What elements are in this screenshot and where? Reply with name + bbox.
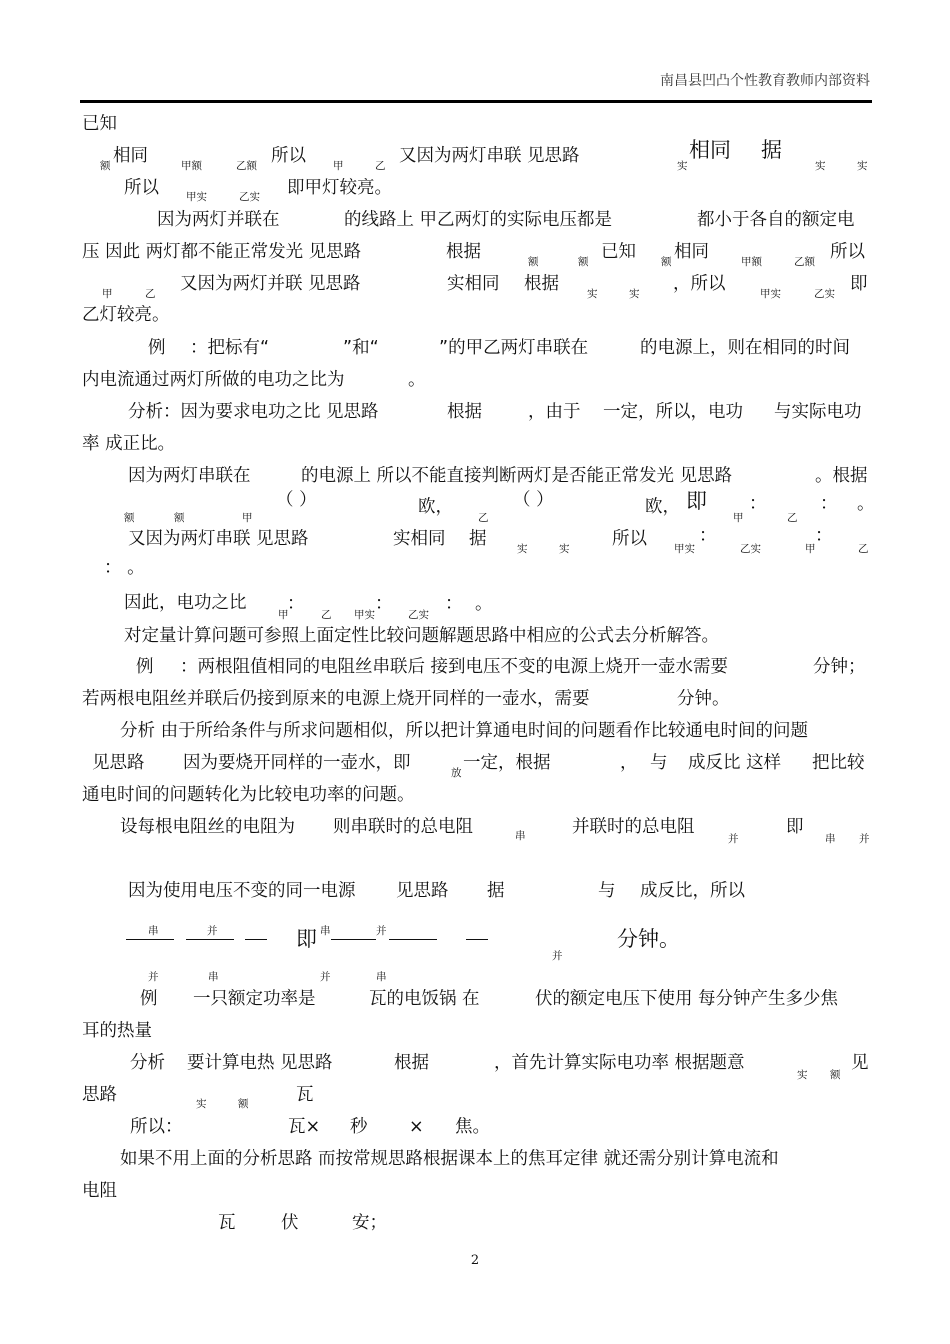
subscript: 额	[100, 160, 111, 172]
text: 分钟。	[617, 927, 680, 951]
text: 对定量计算问题可参照上面定性比较问题解题思路中相应的公式去分析解答。	[124, 626, 719, 646]
text: 乙灯较亮。	[82, 305, 170, 325]
text: 所以	[612, 529, 647, 549]
subscript: 串	[825, 833, 836, 845]
text: 例	[148, 338, 166, 358]
subscript: 乙额	[236, 160, 257, 172]
subscript: 乙	[787, 512, 798, 524]
text: 已知	[601, 242, 636, 262]
text: 如果不用上面的分析思路 而按常规思路根据课本上的焦耳定律 就还需分别计算电流和	[120, 1149, 779, 1169]
fraction-bar	[245, 939, 267, 940]
text: 把比较	[812, 753, 865, 773]
text: 瓦	[296, 1085, 314, 1105]
text: 瓦的电饭锅 在	[369, 989, 480, 1009]
subscript: 乙实	[408, 609, 429, 621]
subscript: 乙实	[740, 543, 761, 555]
subscript: 乙实	[814, 288, 835, 300]
header-title: 南昌县凹凸个性教育教师内部资料	[660, 73, 870, 89]
subscript: 额	[174, 512, 185, 524]
text: ：	[445, 594, 463, 614]
fraction-bar	[389, 939, 437, 940]
text: 欧，	[418, 497, 453, 517]
subscript: 串	[376, 971, 387, 983]
text: ”和“	[343, 338, 379, 358]
subscript: 并	[320, 971, 331, 983]
text: 相同	[674, 242, 709, 262]
text: 伏	[281, 1213, 299, 1233]
text: 即	[786, 817, 804, 837]
subscript: 并	[148, 971, 159, 983]
text: 据	[487, 881, 505, 901]
subscript: 乙	[858, 543, 869, 555]
text: 例	[140, 989, 158, 1009]
text: 实相同	[393, 529, 446, 549]
text: 根据	[446, 242, 481, 262]
text: 根据	[394, 1053, 429, 1073]
text: 耳的热量	[82, 1021, 152, 1041]
text: ： 。	[104, 558, 145, 578]
text: 一定，根据	[463, 753, 551, 773]
text: 见思路	[92, 753, 145, 773]
subscript: 甲	[333, 160, 344, 172]
text: 因为两灯并联在	[157, 210, 280, 230]
subscript: 串	[208, 971, 219, 983]
subscript: 乙	[375, 160, 386, 172]
subscript: 乙	[321, 609, 332, 621]
text: ，由于	[528, 402, 581, 422]
text: 见思路	[396, 881, 449, 901]
text: 据	[469, 529, 487, 549]
text: 秒	[350, 1117, 368, 1137]
text: 分析 由于所给条件与所求问题相似，所以把计算通电时间的问题看作比较通电时间的问题	[120, 721, 809, 741]
fraction-bar	[466, 939, 488, 940]
subscript: 实	[797, 1069, 808, 1081]
text: 瓦	[218, 1213, 236, 1233]
text: 与	[598, 881, 616, 901]
text: 因此，电功之比	[124, 593, 247, 613]
text: 已知	[82, 114, 117, 134]
text: 率 成正比。	[82, 434, 176, 454]
text: 成反比，所以	[640, 881, 745, 901]
text: 因为使用电压不变的同一电源	[128, 881, 356, 901]
subscript: 甲	[102, 288, 113, 300]
subscript: 甲额	[181, 160, 202, 172]
text: ×	[409, 1117, 424, 1137]
text: 因为要烧开同样的一壶水，即	[183, 753, 411, 773]
subscript: 额	[830, 1069, 841, 1081]
subscript: 实	[517, 543, 528, 555]
subscript: 甲	[733, 512, 744, 524]
page-number: 2	[470, 1253, 480, 1268]
subscript: 额	[238, 1098, 249, 1110]
subscript: 额	[124, 512, 135, 524]
text: 即	[686, 489, 707, 513]
text: 即甲灯较亮。	[287, 178, 392, 198]
text: 要计算电热 见思路	[187, 1053, 333, 1073]
text: 因为两灯串联在	[128, 466, 251, 486]
text: 电阻	[82, 1181, 117, 1201]
subscript: 放	[451, 767, 462, 779]
text: ：两根阻值相同的电阻丝串联后 接到电压不变的电源上烧开一壶水需要	[180, 657, 729, 677]
text: 又因为两灯并联 见思路	[180, 274, 361, 294]
text: 分钟。	[677, 689, 730, 709]
subscript: 串	[320, 925, 331, 937]
text: 又因为两灯串联 见思路	[399, 146, 580, 166]
text: 实相同	[447, 274, 500, 294]
text: ，所以	[673, 274, 726, 294]
subscript: 串	[515, 830, 526, 842]
text: 一只额定功率是	[193, 989, 316, 1009]
subscript: 串	[148, 925, 159, 937]
text: 的电源上 所以不能直接判断两灯是否能正常发光 见思路	[301, 466, 733, 486]
subscript: 实	[857, 160, 868, 172]
text: 相同	[689, 138, 731, 162]
text: 焦。	[455, 1117, 490, 1137]
subscript: 并	[552, 950, 563, 962]
subscript: 甲实	[760, 288, 781, 300]
text: ：把标有“	[190, 338, 270, 358]
text: 一定，所以，电功	[603, 402, 743, 422]
subscript: 甲额	[741, 256, 762, 268]
text: 分钟；	[813, 657, 866, 677]
text: 瓦×	[288, 1117, 321, 1137]
subscript: 并	[207, 925, 218, 937]
text: 通电时间的问题转化为比较电功率的问题。	[82, 785, 415, 805]
text: 欧，	[645, 497, 680, 517]
text: 则串联时的总电阻	[333, 817, 473, 837]
subscript: 实	[677, 160, 688, 172]
text: 据	[761, 138, 782, 162]
text: 。	[408, 370, 426, 390]
text: ：	[820, 494, 838, 514]
subscript: 实	[629, 288, 640, 300]
text: 又因为两灯串联 见思路	[128, 529, 309, 549]
subscript: 实	[196, 1098, 207, 1110]
text: 若两根电阻丝并联后仍接到原来的电源上烧开同样的一壶水，需要	[82, 689, 590, 709]
text: 分析	[130, 1053, 165, 1073]
subscript: 实	[587, 288, 598, 300]
subscript: 额	[528, 256, 539, 268]
subscript: 甲实	[186, 191, 207, 203]
subscript: 乙实	[239, 191, 260, 203]
text: 所以：	[130, 1117, 183, 1137]
text: 相同	[113, 146, 148, 166]
text: 与	[650, 753, 668, 773]
text: 分析：因为要求电功之比 见思路	[128, 402, 379, 422]
text: 根据	[524, 274, 559, 294]
text: 安；	[352, 1213, 387, 1233]
text: 伏的额定电压下使用 每分钟产生多少焦	[535, 989, 839, 1009]
subscript: 甲	[242, 512, 253, 524]
text: 都小于各自的额定电	[697, 210, 855, 230]
text: 即	[850, 274, 868, 294]
subscript: 额	[578, 256, 589, 268]
text: 所以	[830, 242, 865, 262]
text: 即	[296, 927, 317, 951]
text: 的电源上，则在相同的时间	[640, 338, 850, 358]
text: 见	[851, 1053, 869, 1073]
subscript: 并	[376, 925, 387, 937]
subscript: 额	[661, 256, 672, 268]
header-rule	[80, 100, 872, 103]
subscript: 甲	[278, 609, 289, 621]
text: 思路	[82, 1085, 117, 1105]
text: 根据	[447, 402, 482, 422]
subscript: 实	[815, 160, 826, 172]
text: ：	[375, 594, 393, 614]
subscript: 甲实	[354, 609, 375, 621]
text: ，	[620, 753, 638, 773]
subscript: 甲实	[674, 543, 695, 555]
text: 成反比 这样	[688, 753, 782, 773]
text: 。	[475, 594, 493, 614]
subscript: 实	[559, 543, 570, 555]
text: （ ）	[276, 490, 317, 510]
text: ：	[699, 526, 717, 546]
text: 内电流通过两灯所做的电功之比为	[82, 370, 345, 390]
subscript: 乙	[478, 512, 489, 524]
text: 设每根电阻丝的电阻为	[120, 817, 295, 837]
text: 压 因此 两灯都不能正常发光 见思路	[82, 242, 362, 262]
text: 所以	[271, 146, 306, 166]
subscript: 并	[728, 833, 739, 845]
subscript: 并	[859, 833, 870, 845]
text: 例	[136, 657, 154, 677]
text: 。	[857, 494, 875, 514]
text: 与实际电功	[774, 402, 862, 422]
text: ”的甲乙两灯串联在	[439, 338, 589, 358]
subscript: 甲	[805, 543, 816, 555]
fraction-bar	[186, 939, 234, 940]
subscript: 乙额	[794, 256, 815, 268]
text: ：	[749, 494, 767, 514]
text: （ ）	[513, 490, 554, 510]
text: ：	[815, 526, 833, 546]
text: 。根据	[815, 466, 868, 486]
fraction-bar	[331, 939, 376, 940]
text: 所以	[124, 178, 159, 198]
subscript: 乙	[145, 288, 156, 300]
text: 的线路上 甲乙两灯的实际电压都是	[344, 210, 613, 230]
text: 并联时的总电阻	[572, 817, 695, 837]
fraction-bar	[126, 939, 174, 940]
text: ，首先计算实际电功率 根据题意	[494, 1053, 745, 1073]
text: ：	[287, 594, 305, 614]
